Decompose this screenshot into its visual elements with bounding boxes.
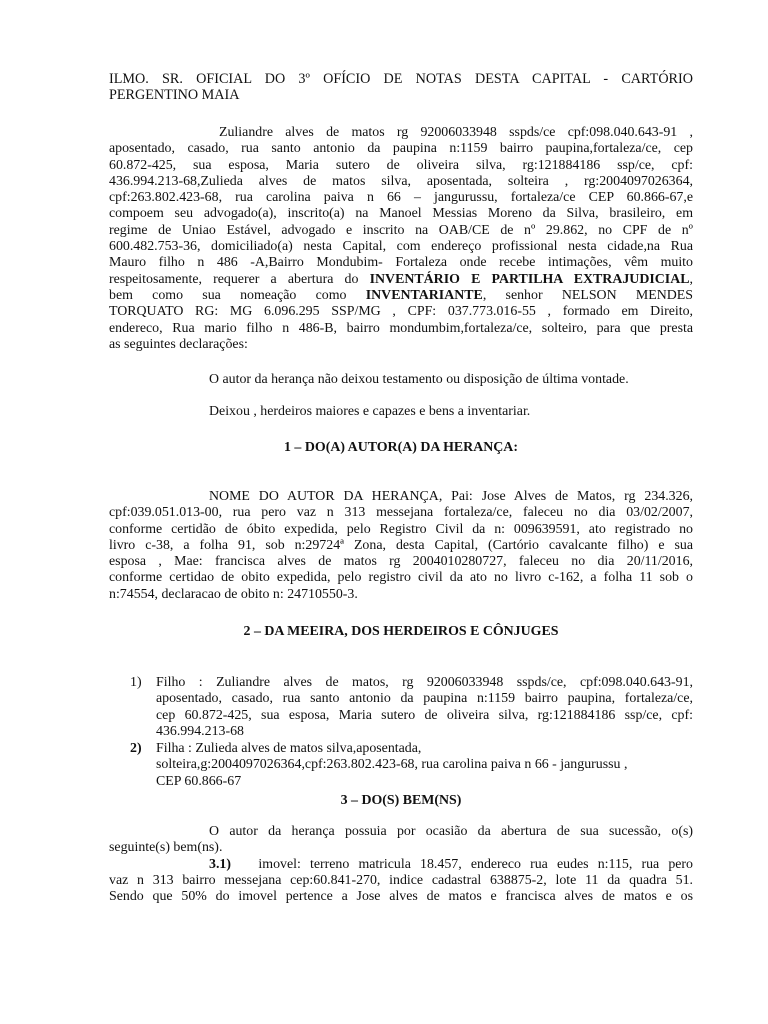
section-1-title: 1 – DO(A) AUTOR(A) DA HERANÇA: <box>284 440 518 455</box>
heir-line: solteira,g:2004097026364,cpf:263.802.423-68, rua carolina paiva n 66 - jangurussu , <box>156 757 628 773</box>
intro-text: , <box>689 271 693 287</box>
intro-line-request <box>109 272 693 288</box>
heading-line-1: ILMO. SR. OFICIAL DO 3º OFÍCIO DE NOTAS DESTA CAPITAL - CARTÓRIO <box>109 71 693 87</box>
heir-line: Filho : Zuliandre alves de matos, rg 92006033948 sspds/ce, cpf:098.040.643-91, <box>156 675 693 690</box>
section-1-line: cpf:039.051.013-00, rua pero vaz n 313 messejana fortaleza/ce, faleceu no dia 03/02/2007, <box>109 505 693 521</box>
section-2-title: 2 – DA MEEIRA, DOS HERDEIROS E CÔNJUGES <box>243 624 559 639</box>
intro-line: 436.994.213-68,Zulieda alves de matos silva, aposentada, solteira , rg:2004097026364, <box>109 173 693 189</box>
intro-text: bem como sua nomeação como <box>109 287 366 303</box>
intro-line: endereco, Rua mario filho n 486-B, bairro mondumbim,fortaleza/ce, solteiro, para que presta <box>109 320 693 336</box>
section-3-line: O autor da herança possuia por ocasião da abertura de sua sucessão, o(s) <box>209 824 693 839</box>
heir-line: aposentado, casado, rua santo antonio da paupina n:1159 bairro paupina, fortaleza/ce, <box>156 691 693 707</box>
section-1-line: conforme certidão de óbito expedida, pelo Registro Civil da n: 009639591, ato registrado no <box>109 521 693 537</box>
intro-line: Mauro filho n 486 -A,Bairro Mondubim- Fortaleza onde recebe intimações, vêm muito <box>109 255 693 271</box>
heir-line: cep 60.872-425, sua esposa, Maria sutero de oliveira silva, rg:121884186 ssp/ce, cpf: <box>156 707 693 723</box>
property-line: Sendo que 50% do imovel pertence a Jose alves de matos e francisca alves de matos e os <box>109 889 693 905</box>
property-item-line <box>109 857 693 873</box>
heir-number: 1) <box>130 675 142 690</box>
heir-line: Filha : Zulieda alves de matos silva,aposentada, <box>156 741 422 756</box>
intro-line: 60.872-425, sua esposa, Maria sutero de oliveira silva, rg:121884186 ssp/ce, cpf: <box>109 157 693 173</box>
section-3-paragraph <box>109 824 693 905</box>
property-number: 3.1) <box>209 856 231 872</box>
section-1-line: NOME DO AUTOR DA HERANÇA, Pai: Jose Alves de Matos, rg 234.326, <box>209 489 693 504</box>
heir-list-item-2 <box>130 741 693 790</box>
heir-number: 2) <box>130 741 142 756</box>
no-will-statement: O autor da herança não deixou testamento ou disposição de última vontade. <box>209 372 629 387</box>
section-3-line: seguinte(s) bem(ns). <box>109 840 223 856</box>
intro-line: cpf:263.802.423-68, rua carolina paiva n 66 – jangurussu, fortaleza/ce CEP 60.866-67,e <box>109 190 693 206</box>
intro-line: as seguintes declarações: <box>109 336 248 352</box>
intro-line: TORQUATO RG: MG 6.096.295 SSP/MG , CPF: 037.773.016-55 , formado em Direito, <box>109 304 693 320</box>
intro-line: aposentado, casado, rua santo antonio da paupina n:1159 bairro paupina,fortaleza/ce, cep <box>109 141 693 157</box>
intro-line-nomination <box>109 288 693 304</box>
intro-line: 600.482.753-36, domiciliado(a) nesta Capital, com endereço profissional nesta cidade,na Rua <box>109 239 693 255</box>
section-1-line: n:74554, declaracao de obito n: 24710550-3. <box>109 586 358 602</box>
section-1-paragraph <box>109 489 693 603</box>
intro-line: regime de Uniao Estável, advogado e inscrito na OAB/CE de nº 29.862, no CPF de nº <box>109 222 693 238</box>
intro-line: Zuliandre alves de matos rg 92006033948 sspds/ce cpf:098.040.643-91 , <box>219 125 693 140</box>
property-line: vaz n 313 bairro messejana cep:60.841-270, indice cadastral 638875-2, lote 11 da quadra 51. <box>109 872 693 888</box>
heir-line: 436.994.213-68 <box>156 723 244 739</box>
intro-line: compoem seu advogado(a), inscrito(a) na Manoel Messias Moreno da Silva, brasileiro, em <box>109 206 693 222</box>
section-1-line: conforme certidao de obito expedida, pelo registro civil da ato no livro c-162, a folha 11 sob o <box>109 570 693 586</box>
heirs-statement: Deixou , herdeiros maiores e capazes e bens a inventariar. <box>209 404 531 419</box>
intro-text: respeitosamente, requerer a abertura do <box>109 271 370 287</box>
heir-line: CEP 60.866-67 <box>156 773 242 789</box>
heir-list-item-1 <box>130 675 693 740</box>
inventariante-bold: INVENTARIANTE <box>365 287 483 303</box>
section-1-line: livro c-38, a folha 91, sob n:29724ª Zona, desta Capital, (Cartório cavalcante filho) e sua <box>109 537 693 553</box>
intro-paragraph <box>109 125 693 353</box>
intro-text: , senhor NELSON MENDES <box>482 287 693 303</box>
heading-line-2: PERGENTINO MAIA <box>109 87 240 103</box>
section-1-line: esposa , Mae: francisca alves de matos rg 2004010280727, faleceu no dia 20/11/2016, <box>109 554 693 570</box>
document-heading <box>109 71 693 103</box>
section-3-title: 3 – DO(S) BEM(NS) <box>340 793 462 808</box>
inventario-bold: INVENTÁRIO E PARTILHA EXTRAJUDICIAL <box>369 271 690 287</box>
property-text: imovel: terreno matricula 18.457, endereco rua eudes n:115, rua pero <box>258 856 693 872</box>
